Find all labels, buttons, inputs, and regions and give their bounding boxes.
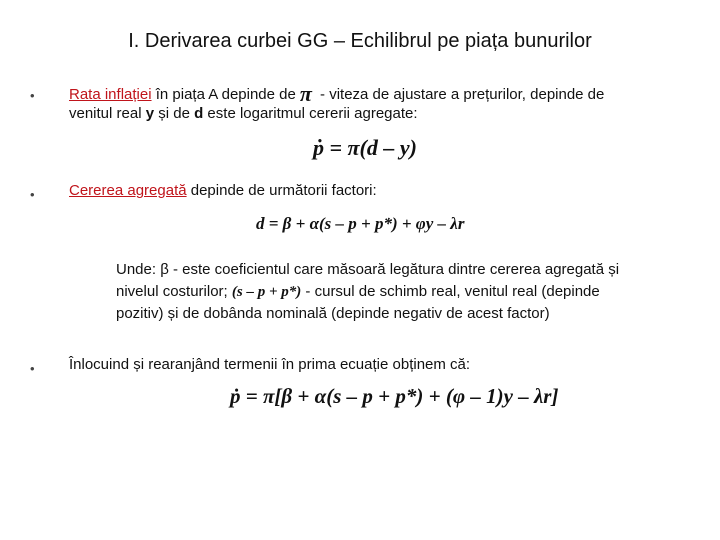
inflation-rate-term: Rata inflației [69, 86, 152, 103]
inflation-line2-mid: și de [154, 105, 195, 122]
real-exchange-rate-term: (s – p + p*) [231, 284, 302, 300]
where-line2-suffix: - cursul de schimb real, venitul real (depinde [301, 283, 600, 300]
inflation-text-before: în piața A depinde de [151, 86, 296, 103]
demand-text: depinde de următorii factori: [186, 182, 377, 199]
inflation-equation: ṗ = π(d – y) [313, 135, 417, 160]
result-line: Înlocuind și rearanjând termenii în prima ecuație obținem că: [69, 356, 471, 373]
inflation-line2-suffix: este logaritmul cererii agregate: [203, 105, 418, 122]
where-line2-prefix: nivelul costurilor; [116, 283, 232, 300]
demand-equation: d = β + α(s – p + p*) + φy – λr [256, 214, 465, 233]
bullet-marker: • [30, 187, 35, 202]
where-line-2 [116, 282, 600, 302]
inflation-line-2 [69, 104, 418, 124]
var-y: y [145, 105, 155, 122]
var-d: d [194, 105, 204, 122]
inflation-line2-prefix: venitul real [69, 105, 146, 122]
pi-symbol: π [299, 81, 312, 106]
where-line-3: pozitiv) și de dobânda nominală (depinde negativ de acest factor) [116, 305, 550, 322]
result-equation: ṗ = π[β + α(s – p + p*) + (φ – 1)y – λr] [230, 384, 559, 408]
bullet-marker: • [30, 361, 35, 376]
bullet-marker: • [30, 88, 35, 103]
aggregate-demand-term: Cererea agregată [69, 182, 187, 199]
page-title: I. Derivarea curbei GG – Echilibrul pe piața bunurilor [128, 30, 592, 52]
inflation-text-after: - viteza de ajustare a prețurilor, depinde de [315, 86, 605, 103]
demand-line [69, 181, 377, 201]
inflation-line-1 [69, 82, 604, 105]
where-line-1: Unde: β - este coeficientul care măsoară legătura dintre cererea agregată și [116, 261, 620, 278]
